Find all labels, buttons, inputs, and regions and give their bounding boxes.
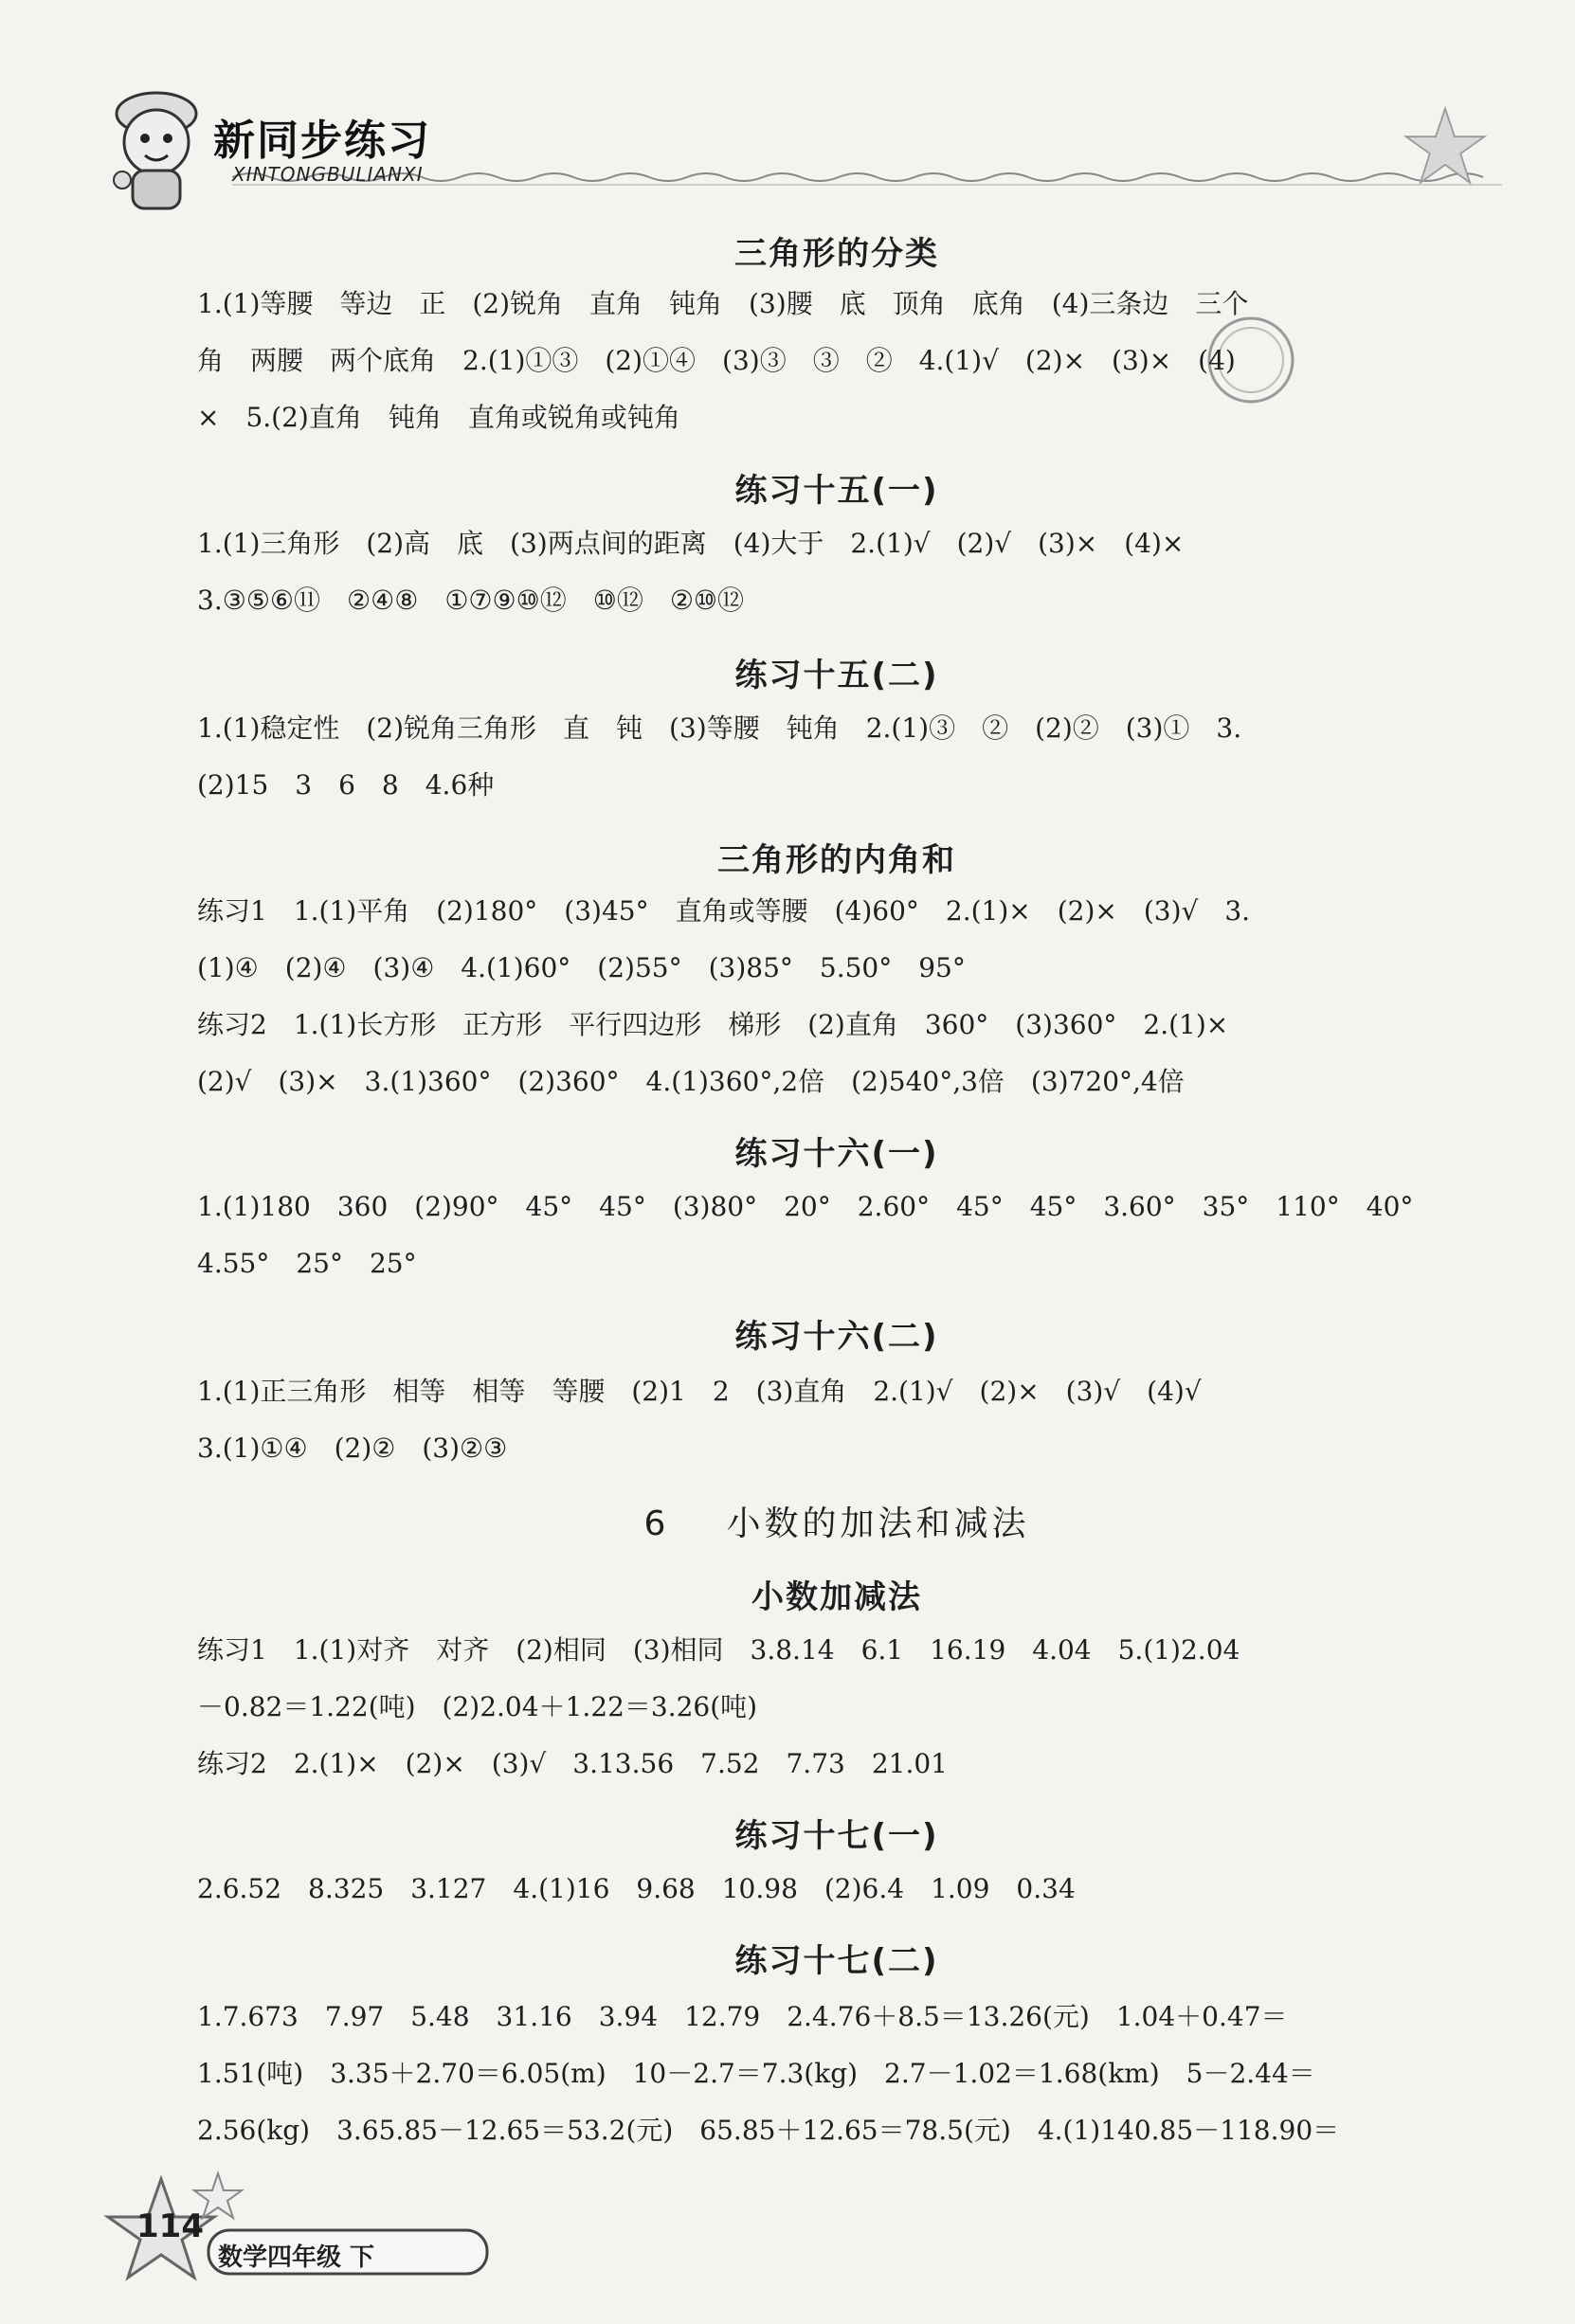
section-title: 三角形的内角和 [717,841,956,879]
section-title: 三角形的分类 [734,235,939,273]
brand-subtitle: XINTONGBULIANXI [232,163,424,186]
answer-line: 1.7.673 7.97 5.48 31.16 3.94 12.79 2.4.76＋8.5＝13.26(元) 1.04＋0.47＝ [197,2001,1288,2032]
section-title: 练习十五(一) [734,472,939,510]
answer-line: (1)④ (2)④ (3)④ 4.(1)60° (2)55° (3)85° 5.50° 95° [197,952,966,983]
answer-line: 练习1 1.(1)平角 (2)180° (3)45° 直角或等腰 (4)60° 2.(1)× (2)× (3)√ 3. [197,895,1251,927]
answer-line: 1.(1)三角形 (2)高 底 (3)两点间的距离 (4)大于 2.(1)√ (2)√ (3)× (4)× [197,528,1185,559]
answer-line: 1.(1)180 360 (2)90° 45° 45° (3)80° 20° 2.60° 45° 45° 3.60° 35° 110° 40° [197,1191,1414,1222]
chapter-title [197,1497,1476,1545]
answer-line: 练习2 2.(1)× (2)× (3)√ 3.13.56 7.52 7.73 21.01 [197,1748,948,1779]
section-title: 练习十七(二) [734,1942,939,1980]
section-title: 练习十六(二) [734,1318,939,1356]
answer-line: 4.55° 25° 25° [197,1248,417,1279]
star-icon [1403,104,1488,189]
brand-title: 新同步练习 [213,117,431,165]
page-header [90,57,1493,218]
answer-line: 1.(1)稳定性 (2)锐角三角形 直 钝 (3)等腰 钝角 2.(1)③ ② (2)② (3)① 3. [197,712,1242,744]
answer-line: 2.56(kg) 3.65.85－12.65＝53.2(元) 65.85＋12.65＝78.5(元) 4.(1)140.85－118.90＝ [197,2115,1340,2146]
section-title: 小数加减法 [751,1578,922,1616]
answer-line: 2.6.52 8.325 3.127 4.(1)16 9.68 10.98 (2)6.4 1.09 0.34 [197,1873,1076,1904]
mascot-icon [100,76,213,218]
answer-line: －0.82＝1.22(吨) (2)2.04＋1.22＝3.26(吨) [197,1691,758,1722]
answer-line: (2)15 3 6 8 4.6种 [197,769,495,801]
answer-line: 练习1 1.(1)对齐 对齐 (2)相同 (3)相同 3.8.14 6.1 16.19 4.04 5.(1)2.04 [197,1634,1240,1666]
chapter-number: 6 [643,1504,670,1543]
section-title: 练习十七(一) [734,1817,939,1855]
answer-line: 1.51(吨) 3.35＋2.70＝6.05(m) 10－2.7＝7.3(kg) 2.7－1.02＝1.68(km) 5－2.44＝ [197,2058,1315,2089]
chapter-name: 小数的加法和减法 [726,1504,1030,1543]
answer-line: (2)√ (3)× 3.(1)360° (2)360° 4.(1)360°,2倍 (2)540°,3倍 (3)720°,4倍 [197,1066,1185,1097]
answer-line: 3.(1)①④ (2)② (3)②③ [197,1432,508,1464]
section-title: 练习十六(一) [734,1135,939,1173]
page-footer [95,2132,493,2293]
answer-line: 3.③⑤⑥⑪ ②④⑧ ①⑦⑨⑩⑫ ⑩⑫ ②⑩⑫ [197,585,745,616]
book-title: 数学四年级 下 [218,2243,375,2272]
section-title: 练习十五(二) [734,657,939,694]
answer-line: 1.(1)正三角形 相等 相等 等腰 (2)1 2 (3)直角 2.(1)√ (2)× (3)√ (4)√ [197,1376,1202,1407]
answer-line: 1.(1)等腰 等边 正 (2)锐角 直角 钝角 (3)腰 底 顶角 底角 (4)三条边 三个 [197,288,1249,319]
page-number: 114 [136,2207,204,2245]
answer-line: 角 两腰 两个底角 2.(1)①③ (2)①④ (3)③ ③ ② 4.(1)√ (2)× (3)× (4) [197,345,1236,376]
answer-line: 练习2 1.(1)长方形 正方形 平行四边形 梯形 (2)直角 360° (3)360° 2.(1)× [197,1009,1229,1040]
answer-line: × 5.(2)直角 钝角 直角或锐角或钝角 [197,402,680,433]
